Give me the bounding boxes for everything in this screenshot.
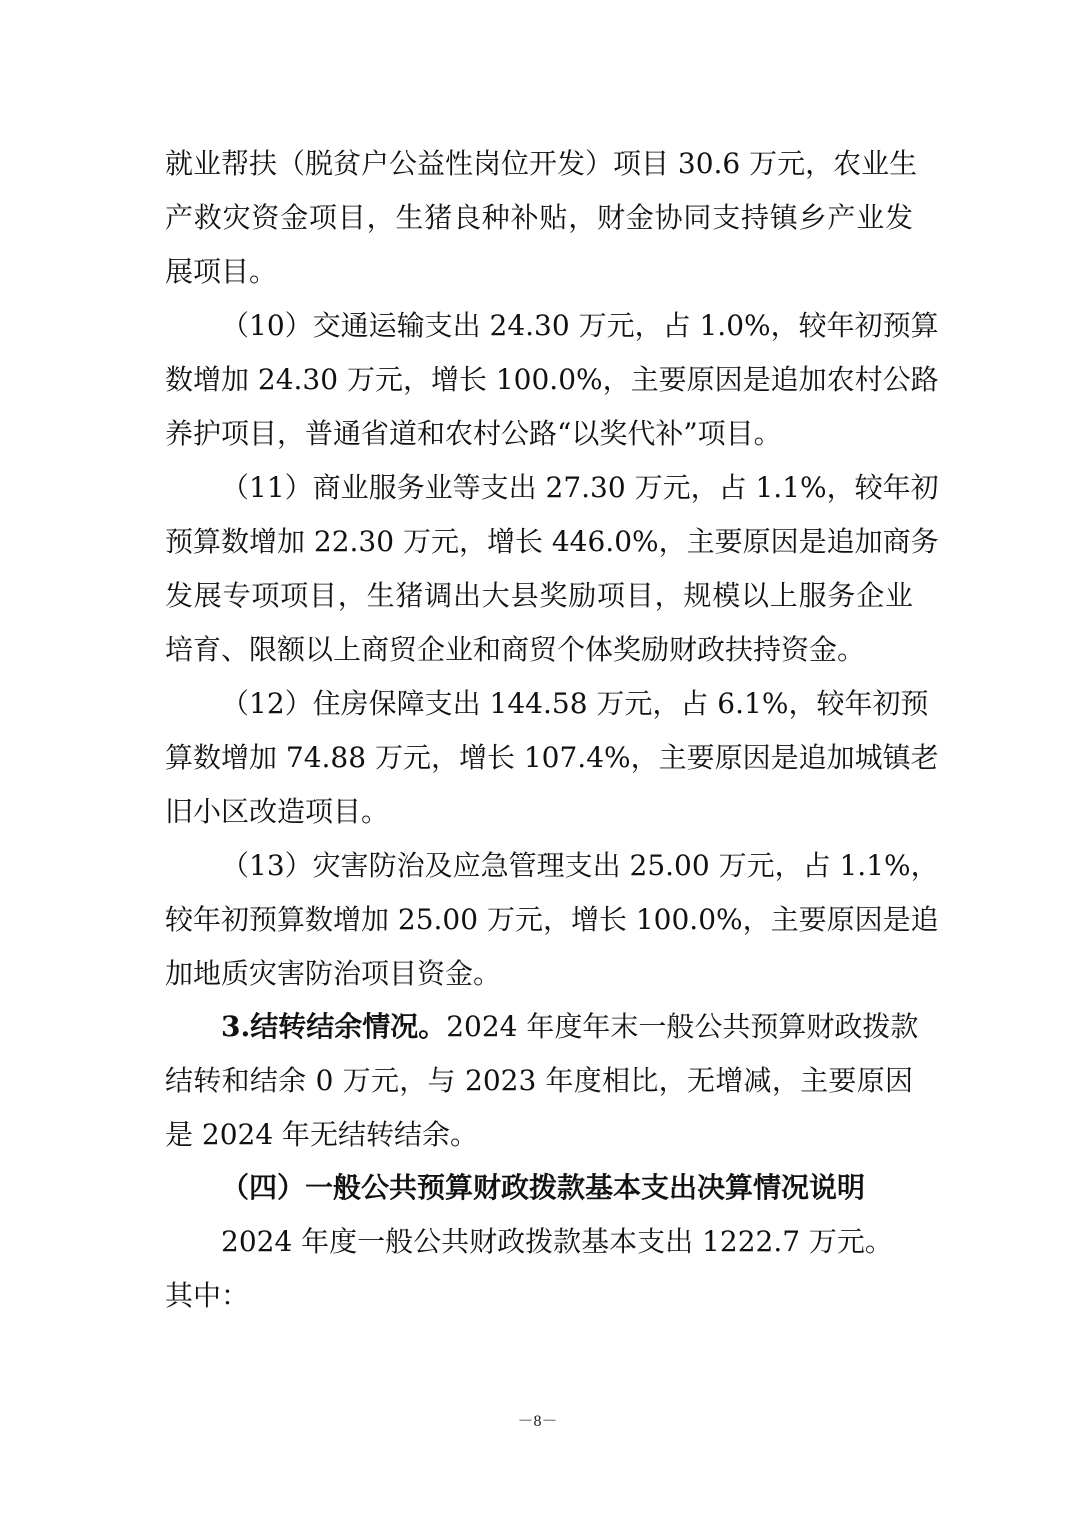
- text-line: 数增加 24.30 万元，增长 100.0%，主要原因是追加农村公路: [165, 363, 939, 396]
- text-line: 发展专项项目，生猪调出大县奖励项目，规模以上服务企业: [165, 579, 913, 612]
- text-line: 旧小区改造项目。: [165, 795, 390, 828]
- text-line: 算数增加 74.88 万元，增长 107.4%，主要原因是追加城镇老: [165, 741, 939, 774]
- text-line: 展项目。: [165, 255, 278, 288]
- text-line: 产救灾资金项目，生猪良种补贴，财金协同支持镇乡产业发: [165, 201, 913, 234]
- paragraph-continuation: [165, 137, 918, 299]
- text-line: 是 2024 年无结转结余。: [165, 1118, 479, 1151]
- paragraph-item-13: [165, 839, 939, 1001]
- text-line: 加地质灾害防治项目资金。: [165, 957, 502, 990]
- text-line: 较年初预算数增加 25.00 万元，增长 100.0%，主要原因是追: [165, 903, 939, 936]
- page-number: －8－: [517, 1413, 558, 1430]
- text-line: 培育、限额以上商贸企业和商贸个体奖励财政扶持资金。: [165, 633, 866, 666]
- text-line: （13）灾害防治及应急管理支出 25.00 万元，占 1.1%，: [221, 849, 939, 882]
- text-line: 养护项目，普通省道和农村公路“以奖代补”项目。: [165, 417, 782, 450]
- text-line: 就业帮扶（脱贫户公益性岗位开发）项目 30.6 万元，农业生: [165, 147, 918, 180]
- text-segment: 2024 年度年末一般公共预算财政拨款: [446, 1010, 919, 1043]
- section-heading: （四）一般公共预算财政拨款基本支出决算情况说明: [221, 1171, 866, 1204]
- paragraph-item-11: [165, 461, 939, 677]
- paragraph-item-10: [165, 299, 939, 461]
- text-line: （10）交通运输支出 24.30 万元，占 1.0%，较年初预算: [221, 309, 939, 342]
- paragraph-carryover: [165, 1000, 919, 1162]
- text-line: [165, 1000, 919, 1054]
- text-line: 预算数增加 22.30 万元，增长 446.0%，主要原因是追加商务: [165, 525, 939, 558]
- paragraph-final: [165, 1215, 913, 1323]
- text-line: （12）住房保障支出 144.58 万元，占 6.1%，较年初预: [221, 687, 929, 720]
- text-line: 其中：: [165, 1279, 250, 1312]
- text-line: （11）商业服务业等支出 27.30 万元，占 1.1%，较年初: [221, 471, 939, 504]
- paragraph-item-12: [165, 677, 939, 839]
- text-line: 2024 年度一般公共财政拨款基本支出 1222.7 万元。: [221, 1225, 893, 1258]
- text-line: 结转和结余 0 万元，与 2023 年度相比，无增减，主要原因: [165, 1064, 913, 1097]
- bold-lead: 3.结转结余情况。: [221, 1010, 447, 1043]
